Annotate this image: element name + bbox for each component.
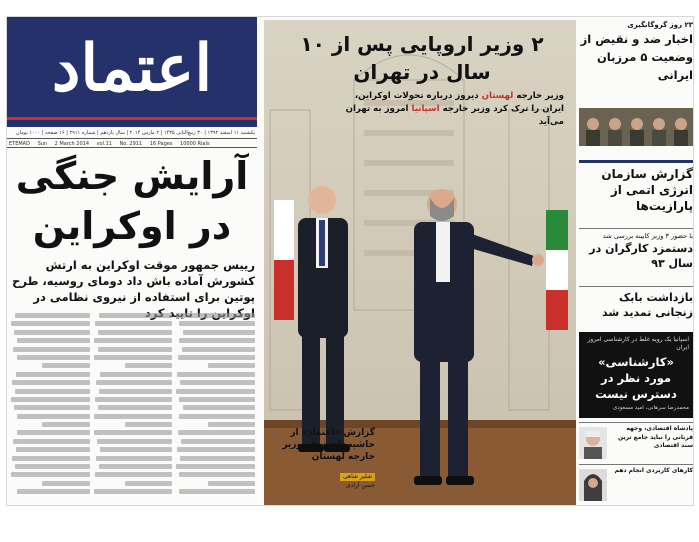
body-text-line bbox=[179, 489, 255, 494]
body-text-line bbox=[97, 439, 173, 444]
body-text-line bbox=[125, 422, 172, 427]
body-text-line bbox=[95, 321, 172, 326]
masthead bbox=[7, 17, 257, 127]
body-text-line bbox=[179, 414, 255, 419]
lead-body-text bbox=[11, 313, 255, 503]
dateline-persian: یکشنبه ۱۱ اسفند ۱۳۹۲ | ۳۰ ربیع‌الثانی ۱۴۳۵ | ۲ مارس ۲۰۱۴ | سال یازدهم | شماره ۲۹۱۱ | ۱۶ صفحه | ۱۰۰۰ تومان bbox=[15, 130, 255, 136]
story-atomic-energy bbox=[579, 160, 693, 214]
body-text-line bbox=[177, 372, 255, 377]
report-byline: شلیر شاهی bbox=[340, 473, 375, 481]
story-headline: بازداشت بابک زنجانی تمدید شد bbox=[602, 291, 693, 319]
story-expertise-box bbox=[579, 332, 693, 418]
report-author: حسن آزادی bbox=[345, 482, 375, 489]
body-text-line bbox=[208, 363, 255, 368]
body-column bbox=[176, 313, 255, 503]
photo-headline: ۲ وزیر اروپایی پس از ۱۰ سال در تهران bbox=[300, 32, 544, 84]
story-zanjani bbox=[579, 286, 693, 326]
author-photo bbox=[579, 427, 607, 459]
body-text-line bbox=[176, 464, 255, 469]
dateline-en-item: No. 2911 bbox=[119, 141, 143, 147]
caption-text: وزیر خارجه bbox=[516, 91, 564, 101]
story-headline: «کارشناسی» مورد نظر در دسترس نیست bbox=[595, 355, 677, 401]
body-text-line bbox=[208, 481, 255, 486]
body-text-line bbox=[98, 347, 173, 352]
dateline-en-item: ETEMAD bbox=[9, 141, 30, 147]
body-text-line bbox=[180, 456, 255, 461]
body-text-line bbox=[17, 414, 89, 419]
body-text-line bbox=[179, 397, 255, 402]
dateline-en-item: Sun bbox=[37, 141, 48, 147]
caption-highlight: اسپانیا bbox=[411, 104, 440, 114]
body-text-line bbox=[181, 439, 255, 444]
dateline-english bbox=[7, 138, 257, 148]
dateline-en-item: vol.11 bbox=[96, 141, 112, 147]
body-text-line bbox=[177, 447, 255, 452]
story-kicker: با حضور ۳ وزیر کابینه بررسی شد bbox=[602, 232, 693, 240]
body-column bbox=[11, 313, 90, 503]
body-text-line bbox=[179, 321, 255, 326]
caption-text: دیروز درباره تحولات اوکراین، ایران را ترک کرد وزیر خارجه bbox=[354, 91, 564, 114]
body-text-line bbox=[125, 363, 172, 368]
body-text-line bbox=[183, 330, 255, 335]
body-text-line bbox=[178, 430, 255, 435]
body-text-line bbox=[16, 447, 90, 452]
body-text-line bbox=[95, 397, 172, 402]
body-text-line bbox=[94, 489, 172, 494]
body-text-line bbox=[16, 372, 90, 377]
body-text-line bbox=[12, 380, 90, 385]
body-text-line bbox=[42, 481, 89, 486]
body-text-line bbox=[208, 422, 255, 427]
photo-caption bbox=[332, 90, 564, 129]
body-text-line bbox=[180, 380, 255, 385]
body-text-line bbox=[13, 439, 90, 444]
body-text-line bbox=[176, 313, 255, 318]
author-photo bbox=[579, 469, 607, 501]
body-text-line bbox=[94, 414, 172, 419]
body-text-line bbox=[13, 347, 89, 352]
body-text-line bbox=[99, 313, 172, 318]
body-text-line bbox=[15, 464, 90, 469]
body-text-line bbox=[95, 472, 172, 477]
body-text-line bbox=[183, 405, 255, 410]
body-column bbox=[94, 313, 173, 503]
report-box bbox=[275, 427, 375, 490]
body-text-line bbox=[94, 430, 173, 435]
story-border-guards bbox=[579, 20, 693, 106]
caption-highlight: لهستان bbox=[481, 91, 514, 101]
body-text-line bbox=[14, 330, 90, 335]
dateline-en-item: 16 Pages bbox=[149, 141, 173, 147]
story-text: پادشاه اقتصادی، وجهه قربانی را نباید جامع ترین سند اقتصادی bbox=[617, 425, 693, 449]
body-text-line bbox=[12, 456, 90, 461]
story-text: کارهای کاربردی انجام دهم bbox=[614, 467, 693, 474]
story-headline: اخبار ضد و نقیض از وضعیت ۵ مرزبان ایرانی bbox=[580, 32, 693, 82]
portrait-illustration bbox=[579, 469, 607, 501]
story-kicker: اسپانیا یک رویه غلط در کارشناسی امروز ایران bbox=[587, 336, 689, 351]
story-headline: گزارش سازمان انرژی اتمی از پارازیت‌ها bbox=[601, 167, 693, 213]
body-text-line bbox=[94, 355, 173, 360]
body-text-line bbox=[15, 313, 90, 318]
body-text-line bbox=[11, 397, 90, 402]
guards-illustration bbox=[579, 108, 693, 146]
body-text-line bbox=[178, 355, 255, 360]
newspaper-front-page bbox=[6, 16, 694, 506]
body-text-line bbox=[96, 456, 172, 461]
story-authors: محمدرضا سرهانی، امید مسعودی bbox=[612, 405, 689, 411]
body-text-line bbox=[14, 405, 90, 410]
body-text-line bbox=[94, 338, 172, 343]
body-text-line bbox=[179, 472, 255, 477]
body-text-line bbox=[17, 430, 90, 435]
story-wages bbox=[579, 228, 693, 284]
story-headline: دستمزد کارگران در سال ۹۳ bbox=[589, 242, 693, 270]
dateline-en-item: 2 March 2014 bbox=[54, 141, 89, 147]
body-text-line bbox=[125, 481, 172, 486]
body-text-line bbox=[15, 389, 90, 394]
caption-text: امروز به تهران می‌آید bbox=[345, 104, 564, 127]
border-guards-photo bbox=[579, 108, 693, 146]
story-kicker: ۲۳ روز گروگانگیری bbox=[627, 21, 693, 29]
report-title: گزارش «اعتماد» از حاشیه‌های سفر وزیر خارجه لهستان bbox=[282, 428, 375, 462]
body-text-line bbox=[176, 389, 255, 394]
masthead-stripe bbox=[7, 117, 257, 120]
body-text-line bbox=[179, 338, 255, 343]
body-text-line bbox=[99, 389, 172, 394]
body-text-line bbox=[42, 422, 89, 427]
body-text-line bbox=[99, 464, 172, 469]
masthead-title: اعتماد bbox=[51, 31, 213, 106]
body-text-line bbox=[96, 380, 172, 385]
body-text-line bbox=[17, 355, 90, 360]
body-text-line bbox=[182, 347, 255, 352]
portrait-illustration bbox=[579, 427, 607, 459]
story-work bbox=[579, 464, 693, 504]
body-text-line bbox=[100, 447, 172, 452]
body-text-line bbox=[98, 330, 172, 335]
body-text-line bbox=[98, 405, 172, 410]
dateline-en-item: 10000 Rials bbox=[180, 141, 210, 147]
body-text-line bbox=[17, 489, 89, 494]
body-text-line bbox=[42, 363, 89, 368]
body-text-line bbox=[11, 472, 90, 477]
body-text-line bbox=[17, 338, 89, 343]
right-column bbox=[579, 20, 693, 506]
lead-headline: آرایش جنگی در اوکراین bbox=[15, 154, 249, 248]
lead-subhead: رییس جمهور موقت اوکراین به ارتش کشورش آماده باش داد دومای روسیه، طرح پوتین برای استفاده از نیروی نظامی در bbox=[12, 258, 255, 304]
body-text-line bbox=[11, 321, 90, 326]
story-economic bbox=[579, 422, 693, 460]
body-text-line bbox=[100, 372, 172, 377]
